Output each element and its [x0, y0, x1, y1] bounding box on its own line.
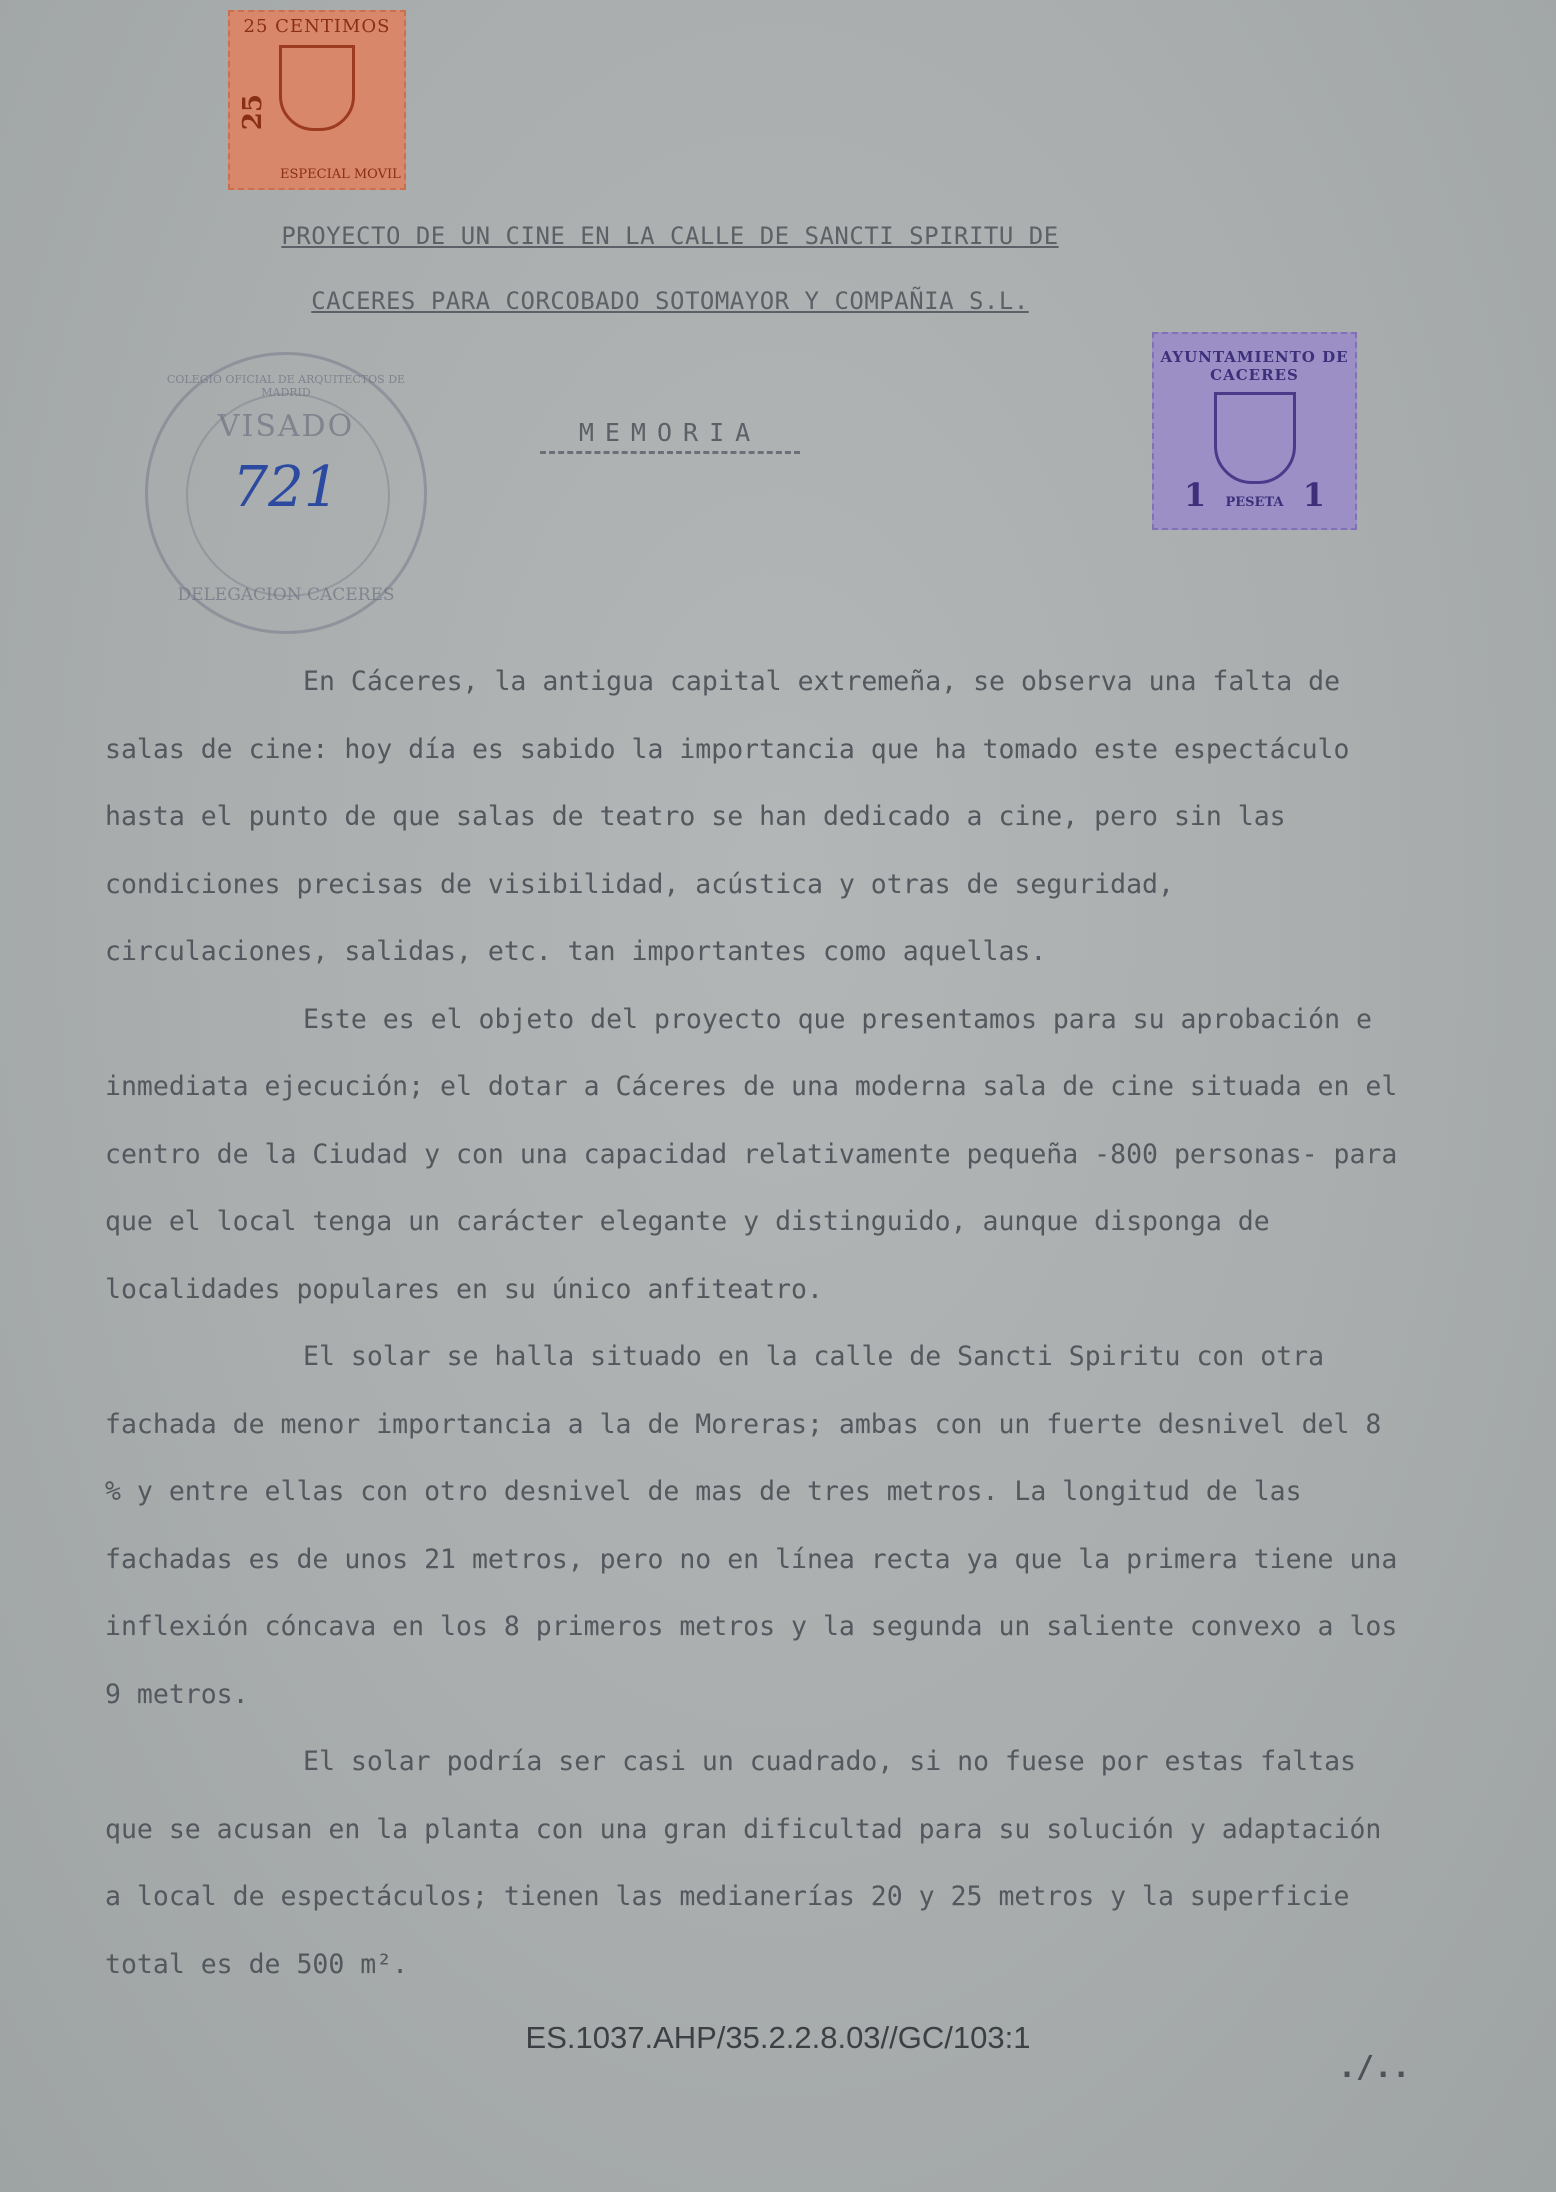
archive-reference: ES.1037.AHP/35.2.2.8.03//GC/103:1 — [525, 2020, 1031, 2055]
seal-ring-text: COLEGIO OFICIAL DE ARQUITECTOS DE MADRID — [166, 373, 406, 399]
paragraph: Este es el objeto del proyecto que presentamos para su aprobación e inmediata ejecución; el dotar a Cáceres de una moderna sala de cine situada en el centro de la Ciudad y con una capacidad relativamente pequeña -800 personas- para que el local tenga un carácter elegante y distinguido, aunque disponga de localidades populares en su único anfiteatro. — [105, 1003, 1398, 1305]
fiscal-stamp-bottom: ESPECIAL MOVIL — [280, 167, 401, 182]
paragraph: El solar se halla situado en la calle de Sancti Spiritu con otra fachada de menor importancia a la de Moreras; ambas con un fuerte desnivel del 8 % y entre ellas con otro desnivel de mas de tres metros. La longitud de las fachadas es de unos 21 metros, pero no en línea recta ya que la primera tiene una inflexión cóncava en los 8 primeros metros y la segunda un saliente convexo a los 9 metros. — [105, 1341, 1398, 1710]
coat-of-arms-icon — [279, 45, 355, 131]
document-title-line-1: PROYECTO DE UN CINE EN LA CALLE DE SANCTI SPIRITU DE — [281, 222, 1059, 250]
coat-of-arms-icon — [1214, 392, 1296, 484]
paragraph: El solar podría ser casi un cuadrado, si no fuese por estas faltas que se acusan en la planta con una gran dificultad para su solución y adaptación a local de espectáculos; tienen las medianerías 20 y 25 metros y la superficie total es de 500 m². — [105, 1746, 1382, 1980]
municipal-stamp-arc: AYUNTAMIENTO DE CACERES — [1160, 348, 1349, 384]
continuation-mark: ./.. — [1338, 2050, 1411, 2085]
seal-bottom-text: DELEGACION CACERES — [177, 585, 395, 605]
section-heading: MEMORIA — [540, 418, 800, 454]
body-text — [105, 648, 1413, 1998]
architects-seal — [145, 352, 427, 634]
fiscal-stamp-top: 25 CENTIMOS — [243, 16, 391, 37]
seal-handwritten-number: 721 — [232, 455, 340, 520]
municipal-stamp — [1152, 332, 1357, 530]
municipal-stamp-value-left: 1 — [1184, 476, 1207, 514]
municipal-stamp-value-right: 1 — [1302, 476, 1325, 514]
fiscal-stamp — [228, 10, 406, 190]
seal-visado: VISADO — [217, 409, 355, 444]
paragraph: En Cáceres, la antigua capital extremeña, se observa una falta de salas de cine: hoy día es sabido la importancia que ha tomado este espectáculo hasta el punto de que salas de teatro se han dedicado a cine, pero sin las condiciones precisas de visibilidad, acústica y otras de seguridad, circulaciones, salidas, etc. tan importantes como aquellas. — [105, 666, 1350, 967]
document-title-line-2: CACERES PARA CORCOBADO SOTOMAYOR Y COMPAÑIA S.L. — [311, 287, 1029, 315]
municipal-stamp-unit: PESETA — [1225, 495, 1284, 510]
fiscal-stamp-value: 25 — [238, 94, 268, 131]
